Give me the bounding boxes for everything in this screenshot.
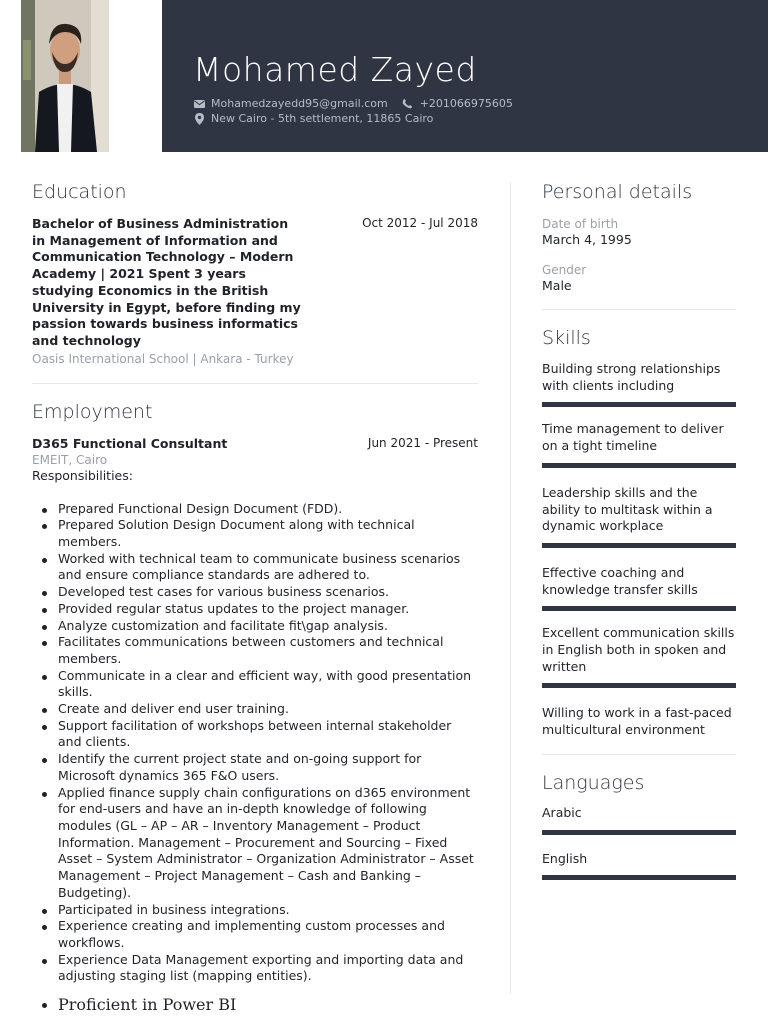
extra-skill-list [32, 994, 478, 1016]
language-item: Arabic [542, 804, 582, 820]
email-link[interactable]: Mohamedzayedd95@gmail.com [211, 97, 388, 110]
gender-value: Male [542, 278, 572, 293]
candidate-name: Mohamed Zayed [193, 50, 477, 89]
list-item: Prepared Solution Design Document along with technical members. [32, 517, 478, 550]
employment-section [32, 398, 478, 985]
contact-row-address [193, 112, 433, 125]
header-banner [162, 0, 768, 152]
list-item: Proficient in Power BI [32, 994, 478, 1016]
gender-label: Gender [542, 263, 587, 277]
list-item: Facilitates communications between customers and technical members. [32, 634, 478, 667]
skill-item: Time management to deliver on a tight timeline [542, 421, 724, 454]
mail-icon [193, 98, 205, 110]
list-item: Worked with technical team to communicate business scenarios and ensure compliance standards are adhered to. [32, 551, 478, 584]
education-school: Oasis International School | Ankara - Turkey [32, 351, 294, 366]
list-item: Prepared Functional Design Document (FDD). [32, 501, 478, 518]
employment-heading: Employment [32, 400, 153, 423]
list-item: Support facilitation of workshops between internal stakeholder and clients. [32, 718, 478, 751]
personal-details-heading: Personal details [542, 181, 693, 203]
sidebar-column [542, 178, 736, 880]
main-column [32, 178, 478, 985]
photo-area [0, 0, 162, 152]
phone-number[interactable]: +201066975605 [419, 97, 513, 110]
skill-level-bar [542, 683, 736, 688]
skill-item: Building strong relationships with clients including [542, 361, 721, 393]
duties-list [32, 501, 478, 985]
column-divider [510, 182, 511, 994]
list-item: Developed test cases for various business scenarios. [32, 584, 478, 601]
responsibilities-label: Responsibilities: [32, 467, 133, 483]
phone-icon [402, 98, 414, 110]
dob-label: Date of birth [542, 217, 619, 231]
address-text: New Cairo - 5th settlement, 11865 Cairo [211, 112, 434, 125]
list-item: Create and deliver end user training. [32, 701, 478, 718]
languages-heading: Languages [542, 771, 645, 794]
skill-item: Willing to work in a fast-paced multicultural environment [542, 705, 732, 738]
language-level-bar [542, 875, 736, 880]
education-section [32, 178, 478, 367]
skill-item: Effective coaching and knowledge transfer skills [542, 564, 698, 597]
location-pin-icon [193, 113, 205, 125]
skill-level-bar [542, 463, 736, 468]
education-degree: Bachelor of Business Administration in Management of Information and Communication Technology – Modern Academy | 2021 Spent 3 years studying Economics in the British University in Egypt, before finding my passion towards business informatics and technology [32, 216, 301, 348]
section-divider [32, 383, 478, 384]
skill-item: Leadership skills and the ability to multitask within a dynamic workplace [542, 484, 713, 534]
list-item: Communicate in a clear and efficient way, with good presentation skills. [32, 668, 478, 701]
list-item: Participated in business integrations. [32, 902, 478, 919]
section-divider [542, 754, 736, 755]
list-item: Provided regular status updates to the project manager. [32, 601, 478, 618]
job-company: EMEIT, Cairo [32, 452, 108, 467]
job-dates: Jun 2021 - Present [367, 435, 478, 450]
job-title: D365 Functional Consultant [32, 435, 228, 451]
list-item: Experience creating and implementing custom processes and workflows. [32, 918, 478, 951]
language-item: English [542, 850, 588, 866]
profile-photo-graphic [21, 0, 109, 152]
profile-photo [21, 0, 109, 152]
skills-section [542, 324, 736, 739]
education-dates: Oct 2012 - Jul 2018 [362, 216, 478, 230]
list-item: Experience Data Management exporting and importing data and adjusting staging list (mapping entities). [32, 952, 478, 985]
contact-row-primary [193, 97, 513, 110]
skill-level-bar [542, 543, 736, 548]
skill-item: Excellent communication skills in English both in spoken and written [542, 625, 735, 674]
section-divider [542, 309, 736, 310]
education-heading: Education [32, 181, 127, 203]
list-item: Analyze customization and facilitate fit\gap analysis. [32, 618, 478, 635]
list-item: Applied finance supply chain configurations on d365 environment for end-users and have an in-depth knowledge of following modules (GL – AP – AR – Inventory Management – Product Information. Management – Procurement and Sourcing – Fixed Asset – System Administrator – Organization Administrator – Asset Management – Project Management – Cash and Banking – Budgeting). [32, 785, 478, 902]
job-header [32, 436, 478, 451]
skills-heading: Skills [542, 327, 591, 349]
skill-level-bar [542, 402, 736, 407]
dob-value: March 4, 1995 [542, 232, 632, 247]
list-item: Identify the current project state and on-going support for Microsoft dynamics 365 F&O users. [32, 751, 478, 784]
language-level-bar [542, 830, 736, 835]
education-entry [32, 216, 478, 350]
personal-details-section [542, 178, 736, 294]
languages-section [542, 769, 736, 880]
skill-level-bar [542, 606, 736, 611]
